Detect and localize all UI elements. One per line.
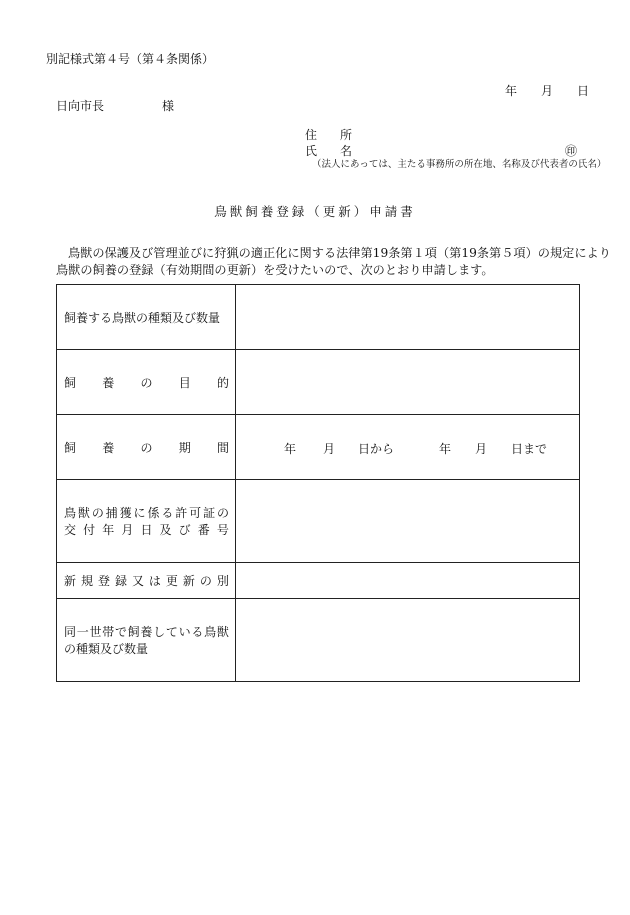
address-label-1: 住 [305,128,318,142]
label-char: び [178,523,191,537]
period-start-year: 年 [284,442,297,456]
form-code: 別記様式第４号（第４条関係） [46,52,215,66]
body-line-2: 鳥獣の飼養の登録（有効期間の更新）を受けたいので、次のとおり申請します。 [56,263,494,277]
document-title: 鳥獣飼養登録（更新）申請書 [214,204,416,219]
row-species-quantity [57,285,580,350]
field-new-or-renewal[interactable] [236,563,580,599]
label-purpose-char: 養 [102,375,115,390]
date-day-label: 日 [577,84,590,98]
label-char: 更 [165,574,178,588]
label-char: 養 [140,625,153,639]
label-char: 登 [97,574,110,588]
label-char: 係 [147,506,160,520]
label-char: 同 [64,625,77,639]
label-char: 可 [189,506,202,520]
row-period [57,415,580,480]
label-period-char: 期 [178,440,191,455]
label-char: 号 [216,523,229,537]
label-char: 獲 [119,506,132,520]
address-label-2: 所 [340,128,353,142]
label-char: の [199,574,212,588]
label-char: 年 [102,523,115,537]
label-char: 規 [80,574,93,588]
date-month-label: 月 [541,84,554,98]
label-char: 世 [89,625,102,639]
label-purpose-char: 目 [178,375,191,390]
label-period-char: 養 [102,440,115,455]
label-char: 一 [76,625,89,639]
label-char: の [216,506,229,520]
label-period-char: 飼 [64,440,77,455]
label-char: 月 [121,523,134,537]
label-char: 飼 [127,625,140,639]
label-char: 日 [140,523,153,537]
label-char: 捕 [105,506,118,520]
label-purpose [57,350,236,415]
row-purpose [57,350,580,415]
label-char: 別 [216,574,229,588]
label-char: 許 [175,506,188,520]
label-char: い [178,625,191,639]
label-char: 新 [64,574,77,588]
label-capture-permit-line-1 [64,504,229,521]
label-char: 録 [114,574,127,588]
row-household-species [57,599,580,682]
label-char: 帯 [102,625,115,639]
label-period-char: 間 [216,440,229,455]
label-char: 交 [64,523,77,537]
date-line [0,82,630,98]
label-char: の [91,506,104,520]
field-household-species[interactable] [236,599,580,682]
label-household-species [57,599,236,682]
addressee-honorific: 様 [162,99,175,113]
label-household-species-line-2: の種類及び数量 [64,642,149,656]
label-char: し [153,625,166,639]
label-char: る [161,506,174,520]
period-end-year: 年 [439,442,452,456]
label-species-quantity: 飼養する鳥獣の種類及び数量 [57,285,236,350]
label-purpose-char: 的 [216,375,229,390]
period-end-month: 月 [475,442,488,456]
row-new-or-renewal [57,563,580,599]
label-char: 付 [83,523,96,537]
label-char: る [191,625,204,639]
row-capture-permit [57,480,580,563]
body-line-1: 鳥獣の保護及び管理並びに狩猟の適正化に関する法律第19条第１項（第19条第５項）の規定により [68,246,611,260]
label-purpose-char: 飼 [64,375,77,390]
label-period-char: の [140,440,153,455]
period-end-day: 日まで [511,442,548,456]
label-char: は [148,574,161,588]
date-year-label: 年 [505,84,518,98]
field-purpose[interactable] [236,350,580,415]
label-char: て [165,625,178,639]
label-char: 獣 [216,625,229,639]
label-capture-permit-line-2 [64,521,229,538]
label-char: 及 [159,523,172,537]
label-capture-permit [57,480,236,563]
label-purpose-char: の [140,375,153,390]
label-char: で [114,625,127,639]
label-char: に [133,506,146,520]
label-char: 鳥 [64,506,77,520]
addressee-name: 日向市長 [56,99,105,113]
name-label-2: 名 [340,144,353,158]
application-form-table [56,284,580,682]
period-start-month: 月 [323,442,336,456]
label-period [57,415,236,480]
label-household-species-line-1 [64,623,229,640]
field-capture-permit[interactable] [236,480,580,563]
seal-mark: ㊞ [565,144,578,158]
name-label-1: 氏 [305,144,318,158]
label-char: 鳥 [204,625,217,639]
label-char: 新 [182,574,195,588]
label-new-or-renewal [57,563,236,599]
label-char: 又 [131,574,144,588]
field-species-quantity[interactable] [236,285,580,350]
label-char: 番 [197,523,210,537]
period-start-day: 日から [358,442,395,456]
label-char: 証 [203,506,216,520]
field-period[interactable] [236,415,580,480]
body-text [56,245,611,279]
corporation-note: （法人にあっては、主たる事務所の所在地、名称及び代表者の氏名） [312,159,607,170]
label-char: 獣 [77,506,90,520]
